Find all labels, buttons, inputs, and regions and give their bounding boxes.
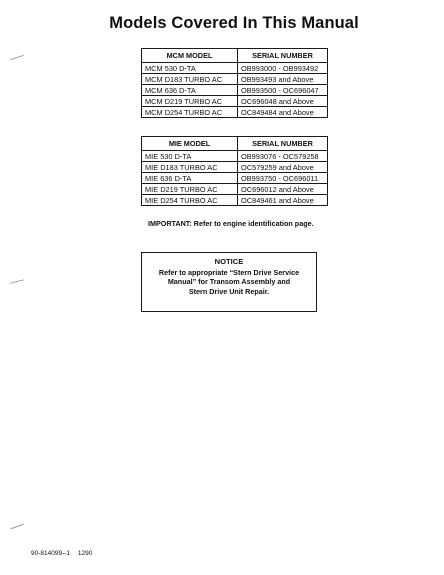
model-cell: MCM 530 D-TA xyxy=(142,63,238,74)
table-row xyxy=(142,63,328,74)
page-footer xyxy=(31,550,98,557)
notice-line: Manual” for Transom Assembly and xyxy=(167,277,291,286)
important-note: IMPORTANT: Refer to engine identification page. xyxy=(148,219,314,228)
scan-mark xyxy=(10,55,24,60)
serial-number-header: SERIAL NUMBER xyxy=(238,49,328,63)
part-number: 90-814099--1 xyxy=(31,550,71,557)
model-cell: MIE 530 D-TA xyxy=(142,151,238,162)
table-header-row xyxy=(142,49,328,63)
model-cell: MIE 636 D-TA xyxy=(142,173,238,184)
serial-cell: OB993500 - OC696047 xyxy=(238,85,328,96)
notice-line: Stern Drive Unit Repair. xyxy=(188,286,270,296)
serial-cell: OC696012 and Above xyxy=(238,184,328,195)
scan-mark xyxy=(10,524,23,530)
page-title: Models Covered In This Manual xyxy=(109,14,359,32)
scan-mark xyxy=(10,279,24,283)
mie-model-header: MIE MODEL xyxy=(142,137,238,151)
table-row xyxy=(142,151,328,162)
table-row xyxy=(142,184,328,195)
serial-cell: OC849461 and Above xyxy=(238,195,328,206)
notice-title: NOTICE xyxy=(214,257,244,266)
model-cell: MIE D219 TURBO AC xyxy=(142,184,238,195)
serial-number-header: SERIAL NUMBER xyxy=(238,137,328,151)
serial-cell: OB993076 - OC579258 xyxy=(238,151,328,162)
model-cell: MIE D183 TURBO AC xyxy=(142,162,238,173)
model-cell: MCM D254 TURBO AC xyxy=(142,107,238,118)
model-cell: MCM D183 TURBO AC xyxy=(142,74,238,85)
table-row xyxy=(142,173,328,184)
serial-cell: OB993000 - OB993492 xyxy=(238,63,328,74)
table-row xyxy=(142,162,328,173)
notice-line: Refer to appropriate “Stern Drive Service xyxy=(158,267,300,277)
model-cell: MCM D219 TURBO AC xyxy=(142,96,238,107)
serial-cell: OC849484 and Above xyxy=(238,107,328,118)
mcm-model-table xyxy=(141,48,328,118)
date-code: 1290 xyxy=(77,550,93,557)
table-header-row xyxy=(142,137,328,151)
table-row xyxy=(142,85,328,96)
model-cell: MCM 636 D-TA xyxy=(142,85,238,96)
serial-cell: OB993493 and Above xyxy=(238,74,328,85)
table-row xyxy=(142,96,328,107)
model-cell: MIE D254 TURBO AC xyxy=(142,195,238,206)
table-row xyxy=(142,195,328,206)
table-row xyxy=(142,74,328,85)
mcm-model-header: MCM MODEL xyxy=(142,49,238,63)
mie-model-table xyxy=(141,136,328,206)
serial-cell: OC579259 and Above xyxy=(238,162,328,173)
table-row xyxy=(142,107,328,118)
notice-box xyxy=(141,252,317,312)
serial-cell: OC696048 and Above xyxy=(238,96,328,107)
serial-cell: OB993750 - OC696011 xyxy=(238,173,328,184)
